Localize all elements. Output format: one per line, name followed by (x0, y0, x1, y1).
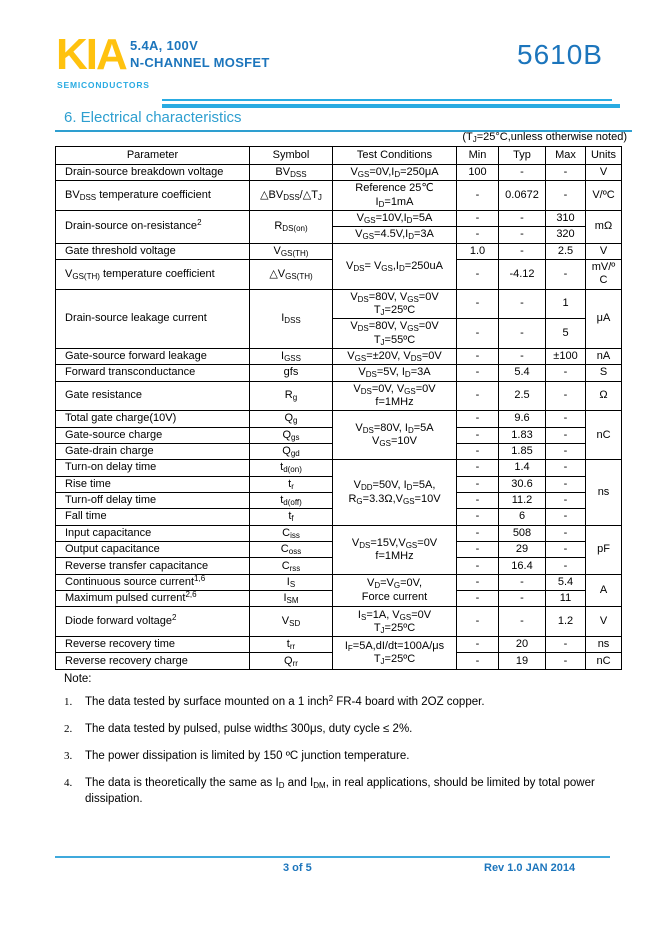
note-item (64, 694, 596, 711)
max-cell: - (546, 365, 586, 381)
symbol-cell: $I_{SM}$ (250, 591, 333, 607)
parameter-cell: Gate-drain charge (56, 444, 250, 460)
note-number: 1. (64, 696, 73, 708)
max-cell: - (546, 653, 586, 670)
column-header-min: Min (457, 147, 499, 165)
note-item (64, 721, 596, 738)
notes-section (64, 673, 596, 818)
units-cell: V (586, 243, 622, 259)
revision-label: Rev 1.0 JAN 2014 (484, 862, 576, 874)
typ-cell: - (499, 607, 546, 637)
conditions-cell: $V_{DS}=80V$, $V_{GS}=0V$ $T_J=55ºC$ (333, 319, 457, 349)
parameter-cell: Output capacitance (56, 542, 250, 558)
symbol-cell: $V_{SD}$ (250, 607, 333, 637)
min-cell: - (457, 319, 499, 349)
parameter-cell: $V_{GS(TH)}$ temperature coefficient (56, 260, 250, 290)
min-cell: - (457, 637, 499, 653)
max-cell: 320 (546, 227, 586, 243)
parameter-cell: Maximum pulsed current$^{2,6}$ (56, 591, 250, 607)
typ-cell: 20 (499, 637, 546, 653)
note-text: The data tested by pulsed, pulse width≤ 300μs, duty cycle ≤ 2%. (85, 722, 413, 735)
typ-cell: 11.2 (499, 493, 546, 509)
conditions-cell: $V_{DS}=5V$, $I_D=3A$ (333, 365, 457, 381)
min-cell: - (457, 591, 499, 607)
max-cell: - (546, 427, 586, 443)
parameter-cell: Input capacitance (56, 525, 250, 541)
symbol-cell: $\triangle BV_{DSS}/\triangle T_J$ (250, 181, 333, 211)
symbol-cell: $R_{DS(on)}$ (250, 211, 333, 244)
typ-cell: 9.6 (499, 411, 546, 427)
units-cell: pF (586, 525, 622, 574)
column-header-units: Units (586, 147, 622, 165)
min-cell: - (457, 558, 499, 574)
product-rating: 5.4A, 100V (130, 38, 199, 53)
parameter-cell: Turn-on delay time (56, 460, 250, 476)
parameter-cell: Gate threshold voltage (56, 243, 250, 259)
typ-cell: - (499, 165, 546, 181)
symbol-cell: $Q_{gs}$ (250, 427, 333, 443)
parameter-cell: Drain-source on-resistance$^2$ (56, 211, 250, 244)
units-cell: nC (586, 653, 622, 670)
typ-cell: 5.4 (499, 365, 546, 381)
table-body (56, 165, 622, 670)
parameter-cell: Reverse recovery time (56, 637, 250, 653)
min-cell: - (457, 653, 499, 670)
conditions-cell: $V_{DS}=15V,V_{GS}=0V$ f=1MHz (333, 525, 457, 574)
symbol-cell: $Q_{gd}$ (250, 444, 333, 460)
symbol-cell: $Q_{rr}$ (250, 653, 333, 670)
note-item (64, 775, 596, 808)
table-row (56, 243, 622, 259)
max-cell: - (546, 558, 586, 574)
units-cell: nA (586, 349, 622, 365)
symbol-cell: $t_{rr}$ (250, 637, 333, 653)
conditions-cell: $I_F=5A,dI/dt=100A/\mu s$ $T_J=25ºC$ (333, 637, 457, 670)
test-condition-note: ($T_J=25^\circ C,unless$ otherwise noted) (462, 131, 627, 144)
max-cell: 1.2 (546, 607, 586, 637)
typ-cell: 29 (499, 542, 546, 558)
typ-cell: 2.5 (499, 381, 546, 411)
header-rule-thick (162, 104, 620, 108)
conditions-cell: $V_D=V_G=0V$, Force current (333, 574, 457, 607)
section-title: 6. Electrical characteristics (64, 109, 242, 126)
product-type: N-CHANNEL MOSFET (130, 55, 270, 70)
min-cell: - (457, 444, 499, 460)
symbol-cell: $BV_{DSS}$ (250, 165, 333, 181)
max-cell: - (546, 460, 586, 476)
table-row (56, 574, 622, 590)
max-cell: - (546, 260, 586, 290)
parameter-cell: Reverse transfer capacitance (56, 558, 250, 574)
typ-cell: 1.4 (499, 460, 546, 476)
header-rule-thin (162, 99, 612, 101)
table-row (56, 365, 622, 381)
symbol-cell: gfs (250, 365, 333, 381)
note-text: The data tested by surface mounted on a 1 inch$^2$ FR-4 board with 2OZ copper. (85, 694, 485, 708)
conditions-cell: $V_{GS}=4.5V,I_D=3A$ (333, 227, 457, 243)
typ-cell: 16.4 (499, 558, 546, 574)
symbol-cell: $I_S$ (250, 574, 333, 590)
max-cell: - (546, 509, 586, 525)
table-row (56, 349, 622, 365)
table-row (56, 381, 622, 411)
table-row (56, 460, 622, 476)
table-row (56, 181, 622, 211)
table-row (56, 165, 622, 181)
typ-cell: - (499, 227, 546, 243)
symbol-cell: $C_{iss}$ (250, 525, 333, 541)
max-cell: 310 (546, 211, 586, 227)
typ-cell: - (499, 319, 546, 349)
symbol-cell: $\triangle V_{GS(TH)}$ (250, 260, 333, 290)
typ-cell: 0.0672 (499, 181, 546, 211)
page-number: 3 of 5 (283, 862, 312, 874)
symbol-cell: $t_{d(off)}$ (250, 493, 333, 509)
typ-cell: 19 (499, 653, 546, 670)
min-cell: - (457, 211, 499, 227)
typ-cell: 30.6 (499, 476, 546, 492)
min-cell: - (457, 365, 499, 381)
note-number: 3. (64, 749, 73, 762)
conditions-cell: $V_{GS}=10V,I_D=5A$ (333, 211, 457, 227)
conditions-cell: $I_S=1A$, $V_{GS}=0V$ $T_J=25ºC$ (333, 607, 457, 637)
column-header-max: Max (546, 147, 586, 165)
typ-cell: - (499, 591, 546, 607)
units-cell: A (586, 574, 622, 607)
max-cell: ±100 (546, 349, 586, 365)
min-cell: - (457, 607, 499, 637)
parameter-cell: Gate-source forward leakage (56, 349, 250, 365)
typ-cell: -4.12 (499, 260, 546, 290)
max-cell: - (546, 181, 586, 211)
min-cell: 100 (457, 165, 499, 181)
symbol-cell: $R_g$ (250, 381, 333, 411)
units-cell: Ω (586, 381, 622, 411)
symbol-cell: $V_{GS(TH)}$ (250, 243, 333, 259)
typ-cell: 1.85 (499, 444, 546, 460)
conditions-cell: $V_{DS}= V_{GS},I_D=250uA$ (333, 243, 457, 289)
max-cell: 5.4 (546, 574, 586, 590)
conditions-cell: $V_{DD}=50V$, $I_D=5A$, $R_G=3.3\Omega,V_{GS}=10V$ (333, 460, 457, 525)
units-cell: V (586, 165, 622, 181)
typ-cell: - (499, 349, 546, 365)
typ-cell: 1.83 (499, 427, 546, 443)
column-header-parameter: Parameter (56, 147, 250, 165)
units-cell: mΩ (586, 211, 622, 244)
units-cell: ns (586, 637, 622, 653)
max-cell: - (546, 493, 586, 509)
max-cell: - (546, 444, 586, 460)
conditions-cell: Reference 25℃ $I_D=1mA$ (333, 181, 457, 211)
parameter-cell: Continuous source current$^{1,6}$ (56, 574, 250, 590)
parameter-cell: Fall time (56, 509, 250, 525)
note-number: 4. (64, 776, 73, 789)
max-cell: 5 (546, 319, 586, 349)
table-row (56, 637, 622, 653)
min-cell: - (457, 411, 499, 427)
conditions-cell: $V_{GS}=0V,I_D=250\mu A$ (333, 165, 457, 181)
max-cell: - (546, 542, 586, 558)
table-row (56, 411, 622, 427)
column-header-typ: Typ (499, 147, 546, 165)
column-header-test-conditions: Test Conditions (333, 147, 457, 165)
max-cell: - (546, 165, 586, 181)
symbol-cell: $t_f$ (250, 509, 333, 525)
max-cell: 1 (546, 289, 586, 319)
min-cell: - (457, 227, 499, 243)
max-cell: - (546, 476, 586, 492)
min-cell: - (457, 381, 499, 411)
max-cell: - (546, 381, 586, 411)
min-cell: - (457, 181, 499, 211)
note-text: The power dissipation is limited by 150 ºC junction temperature. (85, 749, 410, 762)
parameter-cell: Reverse recovery charge (56, 653, 250, 670)
typ-cell: - (499, 211, 546, 227)
min-cell: - (457, 493, 499, 509)
table-row (56, 289, 622, 319)
min-cell: - (457, 525, 499, 541)
table-row (56, 211, 622, 227)
symbol-cell: $C_{rss}$ (250, 558, 333, 574)
conditions-cell: $V_{DS}=80V$, $V_{GS}=0V$ $T_J=25ºC$ (333, 289, 457, 319)
symbol-cell: $t_r$ (250, 476, 333, 492)
max-cell: - (546, 637, 586, 653)
typ-cell: - (499, 574, 546, 590)
min-cell: - (457, 509, 499, 525)
parameter-cell: Turn-off delay time (56, 493, 250, 509)
max-cell: - (546, 525, 586, 541)
min-cell: - (457, 476, 499, 492)
parameter-cell: Gate resistance (56, 381, 250, 411)
symbol-cell: $I_{DSS}$ (250, 289, 333, 348)
max-cell: 2.5 (546, 243, 586, 259)
min-cell: - (457, 542, 499, 558)
typ-cell: 6 (499, 509, 546, 525)
typ-cell: - (499, 243, 546, 259)
electrical-characteristics-table (55, 146, 622, 670)
units-cell: mV/º C (586, 260, 622, 290)
min-cell: - (457, 289, 499, 319)
typ-cell: 508 (499, 525, 546, 541)
units-cell: μA (586, 289, 622, 348)
parameter-cell: Drain-source breakdown voltage (56, 165, 250, 181)
units-cell: S (586, 365, 622, 381)
parameter-cell: Total gate charge(10V) (56, 411, 250, 427)
symbol-cell: $Q_g$ (250, 411, 333, 427)
min-cell: - (457, 460, 499, 476)
max-cell: 11 (546, 591, 586, 607)
typ-cell: - (499, 289, 546, 319)
parameter-cell: Diode forward voltage$^2$ (56, 607, 250, 637)
table-row (56, 525, 622, 541)
note-text: The data is theoretically the same as $I_D$ and $I_{DM}$, in real applications, should be limited by total power dissipation. (85, 776, 595, 806)
symbol-cell: $I_{GSS}$ (250, 349, 333, 365)
parameter-cell: Gate-source charge (56, 427, 250, 443)
min-cell: - (457, 260, 499, 290)
max-cell: - (546, 411, 586, 427)
brand-logo-subtext: SEMICONDUCTORS (57, 80, 150, 90)
units-cell: V (586, 607, 622, 637)
footer-rule (55, 856, 610, 858)
conditions-cell: $V_{GS}=\pm 20V$, $V_{DS}=0V$ (333, 349, 457, 365)
parameter-cell: Forward transconductance (56, 365, 250, 381)
notes-label: Note: (64, 673, 92, 685)
min-cell: - (457, 427, 499, 443)
symbol-cell: $C_{oss}$ (250, 542, 333, 558)
part-number: 5610B (517, 39, 603, 70)
symbol-cell: $t_{d(on)}$ (250, 460, 333, 476)
min-cell: - (457, 349, 499, 365)
conditions-cell: $V_{DS}=80V$, $I_D=5A$ $V_{GS}=10V$ (333, 411, 457, 460)
note-item (64, 748, 596, 765)
parameter-cell: $BV_{DSS}$ temperature coefficient (56, 181, 250, 211)
table-row (56, 607, 622, 637)
conditions-cell: $V_{DS}=0V$, $V_{GS}=0V$ f=1MHz (333, 381, 457, 411)
note-number: 2. (64, 722, 73, 735)
parameter-cell: Drain-source leakage current (56, 289, 250, 348)
brand-logo: KIA (56, 30, 126, 79)
units-cell: nC (586, 411, 622, 460)
min-cell: 1.0 (457, 243, 499, 259)
parameter-cell: Rise time (56, 476, 250, 492)
column-header-symbol: Symbol (250, 147, 333, 165)
units-cell: V/ºC (586, 181, 622, 211)
units-cell: ns (586, 460, 622, 525)
table-header-row (56, 147, 622, 165)
min-cell: - (457, 574, 499, 590)
